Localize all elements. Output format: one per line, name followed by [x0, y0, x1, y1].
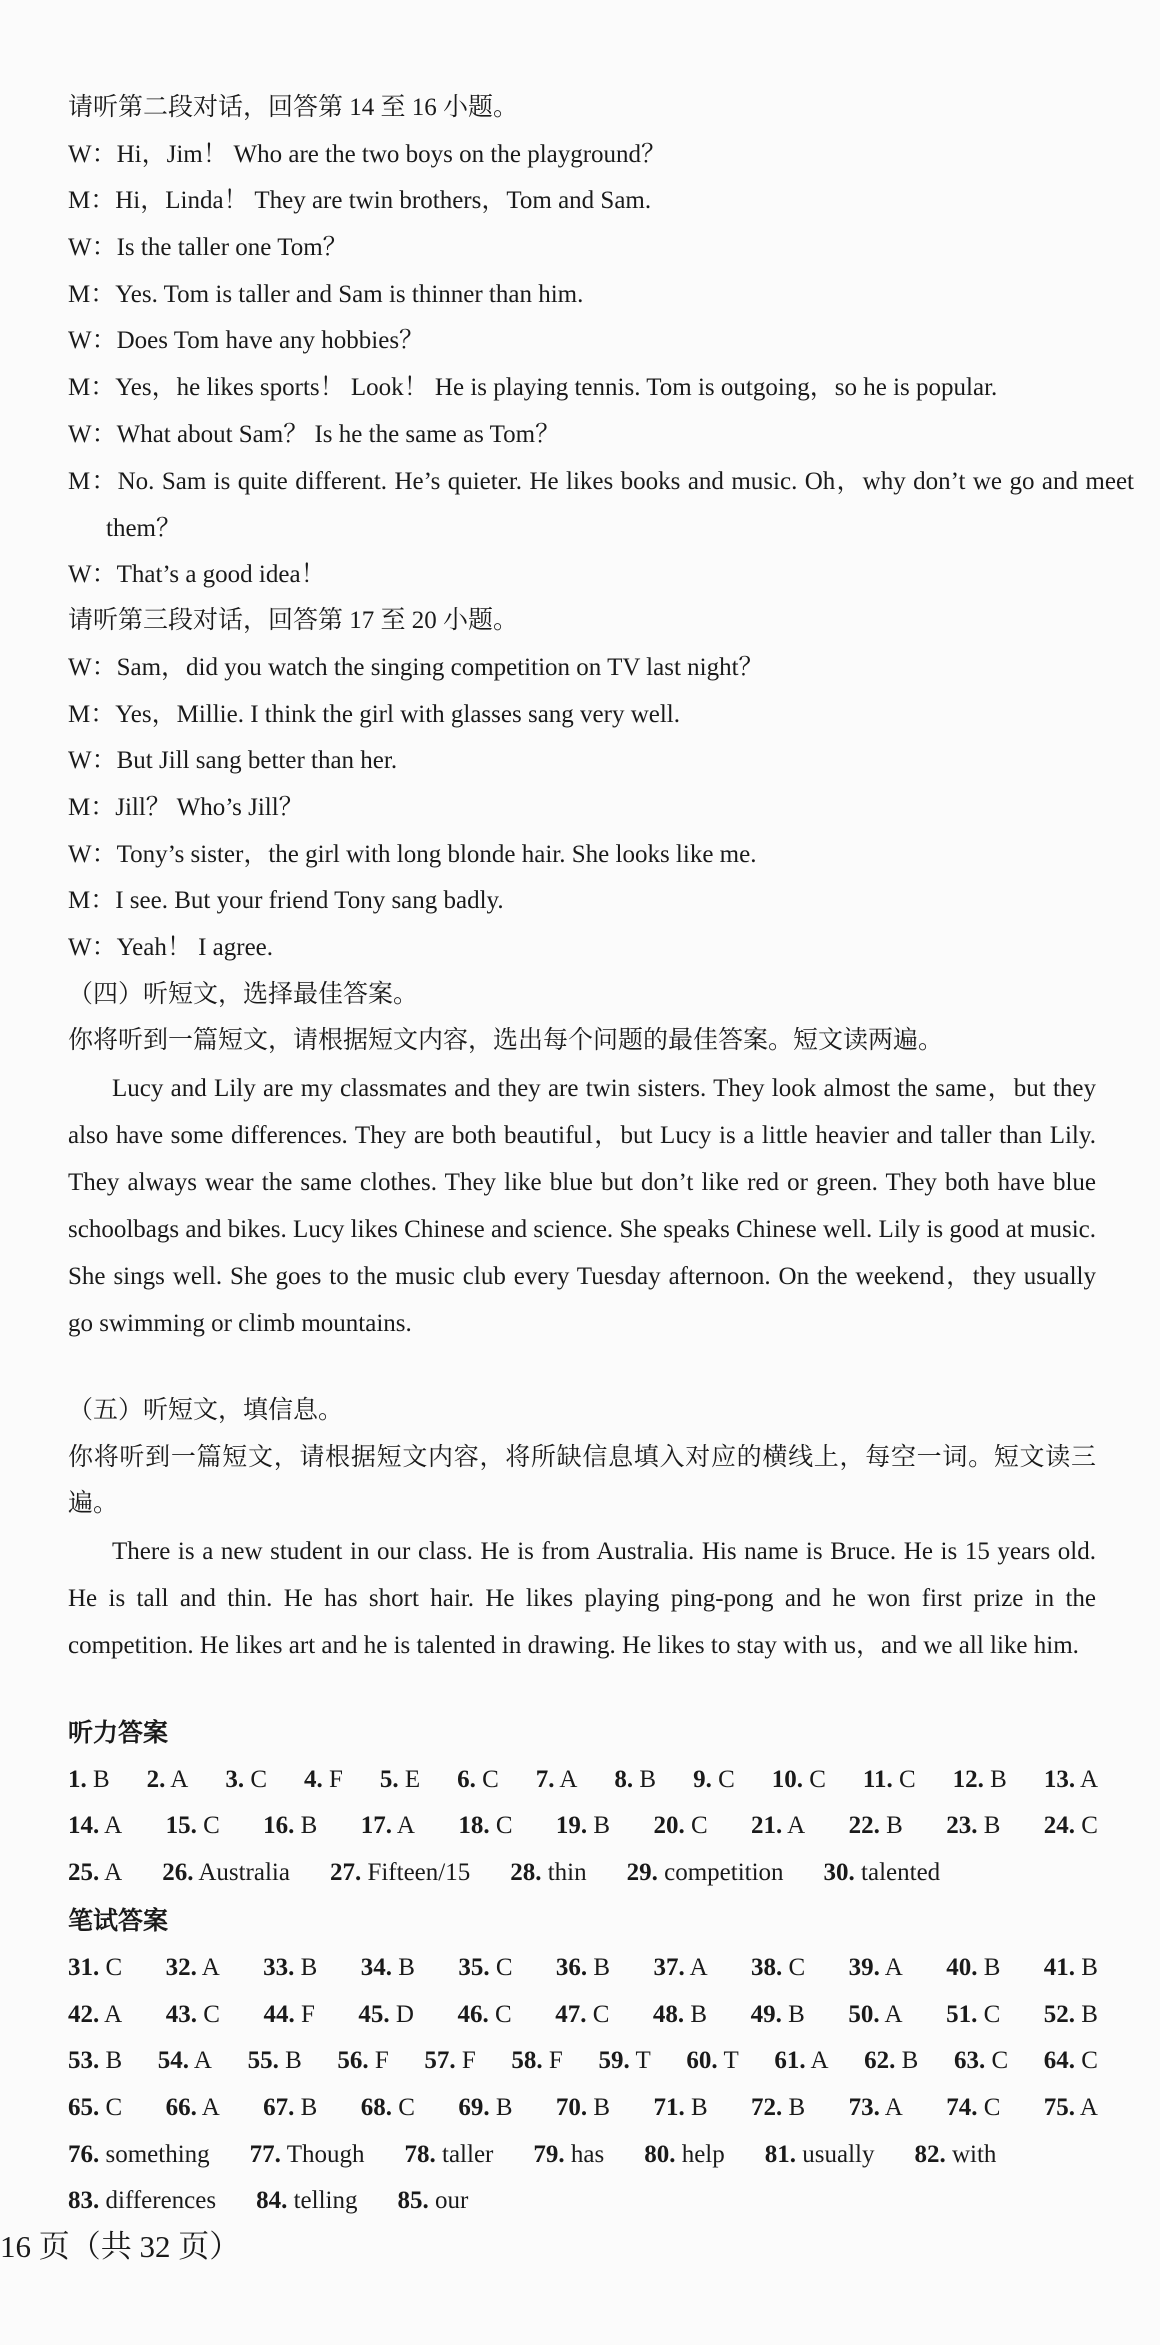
- answer-value: taller: [442, 2141, 494, 2168]
- answer-value: A: [1079, 1766, 1098, 1793]
- answer-item: [361, 1808, 415, 1844]
- answer-value: B: [300, 2094, 318, 2121]
- answer-number: 5.: [379, 1766, 399, 1793]
- answer-value: A: [559, 1766, 578, 1793]
- answer-item: [1044, 2043, 1098, 2079]
- answer-item: [225, 1762, 267, 1798]
- answer-value: C: [203, 2001, 220, 2028]
- dialog2-line: M：No. Sam is quite different. He’s quieter. He likes books and music. Oh，why don’t we go and meet them？: [68, 468, 1134, 542]
- answer-value: usually: [802, 2141, 875, 2168]
- answer-number: 59.: [598, 2047, 630, 2074]
- answer-number: 84.: [256, 2187, 288, 2214]
- answer-number: 44.: [263, 2001, 295, 2028]
- answer-value: help: [681, 2141, 725, 2168]
- answer-value: C: [105, 1954, 123, 1981]
- answer-item: [914, 2137, 996, 2173]
- answer-item: [653, 1950, 707, 1986]
- answer-value: B: [1081, 2001, 1098, 2028]
- answer-number: 49.: [750, 2001, 782, 2028]
- dialog2-line: M：Yes，he likes sports！ Look！ He is playing tennis. Tom is outgoing，so he is popular.: [68, 374, 998, 401]
- dialog3-line: W：Yeah！ I agree.: [68, 934, 274, 961]
- answer-item: [849, 2090, 903, 2126]
- answer-value: C: [495, 1954, 513, 1981]
- section4-title: （四）听短文，选择最佳答案。: [68, 981, 419, 1008]
- answer-number: 28.: [510, 1859, 542, 1886]
- answer-number: 43.: [165, 2001, 197, 2028]
- answer-value: A: [104, 1859, 123, 1886]
- answer-number: 25.: [68, 1859, 100, 1886]
- answer-number: 37.: [653, 1954, 685, 1981]
- section5-title: （五）听短文，填信息。: [68, 1397, 344, 1424]
- answer-value: B: [690, 2001, 708, 2028]
- answer-value: A: [170, 1766, 189, 1793]
- answer-value: A: [104, 1812, 123, 1839]
- answer-item: [556, 1808, 610, 1844]
- answer-number: 22.: [848, 1812, 880, 1839]
- answer-row: [68, 2183, 1098, 2219]
- answer-number: 66.: [165, 2094, 197, 2121]
- answer-number: 19.: [555, 1812, 588, 1839]
- answer-number: 12.: [952, 1766, 984, 1793]
- answer-item: [263, 1808, 317, 1844]
- answer-value: C: [482, 1766, 499, 1793]
- answer-item: [457, 1762, 499, 1798]
- answer-number: 48.: [652, 2001, 685, 2028]
- answer-value: A: [884, 1954, 903, 1981]
- answer-number: 55.: [247, 2047, 279, 2074]
- answer-item: [68, 2090, 122, 2126]
- answer-item: [457, 1997, 511, 2033]
- answer-value: B: [93, 1766, 110, 1793]
- answer-value: Australia: [198, 1859, 290, 1886]
- answer-value: F: [374, 2047, 389, 2074]
- answer-value: A: [884, 2001, 903, 2028]
- answer-item: [765, 2137, 875, 2173]
- answer-number: 9.: [693, 1766, 712, 1793]
- answer-row: [68, 1808, 1098, 1844]
- answer-number: 74.: [946, 2094, 978, 2121]
- answer-item: [361, 1950, 415, 1986]
- answer-item: [263, 1997, 314, 2033]
- answer-number: 47.: [555, 2001, 587, 2028]
- answer-value: B: [901, 2047, 919, 2074]
- answer-number: 54.: [157, 2047, 190, 2074]
- answer-item: [946, 1808, 1000, 1844]
- dialog2-line: M：Yes. Tom is taller and Sam is thinner than him.: [68, 281, 584, 308]
- answer-item: [68, 1855, 122, 1891]
- answer-item: [361, 2090, 415, 2126]
- answer-value: A: [201, 1954, 220, 1981]
- answer-value: C: [250, 1766, 267, 1793]
- dialog2-line: W：What about Sam？ Is he the same as Tom？: [68, 421, 561, 448]
- listening-answers-heading: 听力答案: [68, 1718, 169, 1747]
- answer-number: 71.: [653, 2094, 685, 2121]
- answer-number: 61.: [774, 2047, 806, 2074]
- answer-item: [751, 1808, 805, 1844]
- dialog2-intro: 请听第二段对话，回答第 14 至 16 小题。: [68, 94, 519, 121]
- answer-row: [68, 1950, 1098, 1986]
- answer-number: 39.: [848, 1954, 880, 1981]
- answer-value: C: [899, 1766, 916, 1793]
- answer-value: C: [991, 2047, 1009, 2074]
- answer-item: [458, 1950, 512, 1986]
- answer-item: [751, 1997, 805, 2033]
- answer-number: 27.: [329, 1859, 362, 1886]
- answer-value: C: [788, 1954, 806, 1981]
- answer-number: 13.: [1043, 1766, 1076, 1793]
- answer-number: 3.: [225, 1766, 245, 1793]
- answer-number: 4.: [303, 1766, 323, 1793]
- answer-number: 80.: [644, 2141, 676, 2168]
- dialog2-line: M：Hi，Linda！ They are twin brothers，Tom and Sam.: [68, 187, 652, 214]
- answer-number: 45.: [358, 2001, 390, 2028]
- answer-value: B: [886, 1812, 903, 1839]
- answer-item: [536, 1762, 578, 1798]
- answer-item: [686, 2043, 738, 2079]
- answer-item: [458, 1808, 512, 1844]
- answer-number: 72.: [751, 2094, 783, 2121]
- answer-row: [68, 2043, 1098, 2079]
- answer-number: 8.: [614, 1766, 634, 1793]
- answer-value: F: [461, 2047, 476, 2074]
- answer-number: 78.: [404, 2141, 436, 2168]
- answer-value: F: [548, 2047, 563, 2074]
- answer-value: Though: [286, 2141, 365, 2168]
- answer-value: F: [328, 1766, 343, 1793]
- answer-value: C: [105, 2094, 123, 2121]
- answer-item: [751, 1950, 805, 1986]
- answer-number: 56.: [337, 2047, 369, 2074]
- answer-item: [946, 1997, 1000, 2033]
- answer-value: competition: [664, 1859, 784, 1886]
- answer-item: [556, 2090, 610, 2126]
- answer-number: 50.: [848, 2001, 880, 2028]
- answer-value: B: [300, 1954, 318, 1981]
- answer-item: [863, 1762, 916, 1798]
- answer-number: 14.: [68, 1812, 100, 1839]
- answer-value: A: [787, 1812, 806, 1839]
- answer-value: our: [434, 2187, 469, 2214]
- answer-value: C: [494, 2001, 512, 2028]
- answer-value: talented: [861, 1859, 941, 1886]
- answer-item: [946, 2090, 1000, 2126]
- answer-number: 57.: [424, 2047, 456, 2074]
- answer-number: 85.: [397, 2187, 429, 2214]
- answer-item: [824, 1855, 941, 1891]
- answer-item: [511, 2043, 562, 2079]
- answer-number: 73.: [848, 2094, 880, 2121]
- answer-item: [774, 2043, 828, 2079]
- answer-value: B: [788, 2001, 805, 2028]
- answer-item: [946, 1950, 1000, 1986]
- answer-value: A: [689, 1954, 708, 1981]
- answer-value: B: [639, 1766, 657, 1793]
- answer-row: [68, 1997, 1098, 2033]
- answer-item: [627, 1855, 784, 1891]
- answer-value: B: [990, 1766, 1007, 1793]
- answer-number: 26.: [162, 1859, 194, 1886]
- answer-value: C: [983, 2001, 1001, 2028]
- answer-value: differences: [105, 2187, 217, 2214]
- answer-number: 29.: [626, 1859, 658, 1886]
- answer-item: [304, 1762, 343, 1798]
- dialog3-line: M：Jill？ Who’s Jill？: [68, 794, 304, 821]
- answer-number: 2.: [146, 1766, 166, 1793]
- section5-instruction: 你将听到一篇短文，请根据短文内容，将所缺信息填入对应的横线上，每空一词。短文读三遍。: [68, 1444, 1096, 1517]
- answer-value: has: [570, 2141, 605, 2168]
- answer-number: 75.: [1043, 2094, 1076, 2121]
- answer-value: A: [1079, 2094, 1098, 2121]
- answer-number: 35.: [458, 1954, 490, 1981]
- answer-number: 16.: [263, 1812, 295, 1839]
- dialog2-line: W：Is the taller one Tom？: [68, 234, 348, 261]
- answer-number: 82.: [914, 2141, 946, 2168]
- answer-item: [1044, 1997, 1098, 2033]
- answer-value: C: [203, 1812, 220, 1839]
- answer-value: E: [404, 1766, 421, 1793]
- answer-number: 58.: [511, 2047, 543, 2074]
- answer-value: B: [398, 1954, 415, 1981]
- answer-value: C: [1081, 1812, 1098, 1839]
- answer-item: [653, 1808, 707, 1844]
- answer-item: [263, 1950, 317, 1986]
- answer-number: 67.: [263, 2094, 295, 2121]
- answer-value: D: [395, 2001, 414, 2028]
- answer-item: [166, 1950, 220, 1986]
- answer-value: B: [300, 1812, 318, 1839]
- answer-item: [598, 2043, 650, 2079]
- answer-row: [68, 1855, 1098, 1891]
- answer-number: 30.: [823, 1859, 855, 1886]
- answer-value: A: [104, 2001, 123, 2028]
- answer-item: [166, 2090, 220, 2126]
- answer-item: [424, 2043, 475, 2079]
- answer-number: 64.: [1043, 2047, 1075, 2074]
- answer-item: [953, 1762, 1007, 1798]
- answer-value: B: [495, 2094, 513, 2121]
- answer-item: [693, 1762, 735, 1798]
- answer-number: 69.: [458, 2094, 490, 2121]
- answer-number: 18.: [458, 1812, 490, 1839]
- dialog3-intro: 请听第三段对话，回答第 17 至 20 小题。: [68, 607, 519, 634]
- answer-item: [751, 2090, 805, 2126]
- page-footer: 16 页（共 32 页）: [0, 2229, 241, 2264]
- answer-number: 1.: [68, 1766, 87, 1793]
- section5-passage: There is a new student in our class. He is from Australia. His name is Bruce. He is 15 years old. He is tall and thin. He has short hair. He likes playing ping-pong and he won first prize in the competition. He likes art and he is talented in drawing. He likes to stay with us，and we all like him.: [68, 1538, 1096, 1659]
- answer-number: 17.: [360, 1812, 392, 1839]
- answer-item: [848, 1997, 902, 2033]
- answer-item: [330, 1855, 470, 1891]
- answer-number: 42.: [68, 2001, 100, 2028]
- answer-number: 33.: [263, 1954, 295, 1981]
- answer-item: [68, 1997, 122, 2033]
- answer-value: C: [718, 1766, 735, 1793]
- answer-row: [68, 1762, 1098, 1798]
- answer-item: [263, 2090, 317, 2126]
- section4-passage: Lucy and Lily are my classmates and they are twin sisters. They look almost the same，but they also have some differences. They are both beautiful，but Lucy is a little heavier and taller than Lily. They always wear the same clothes. They like blue but don’t like red or green. They both have blue schoolbags and bikes. Lucy likes Chinese and science. She speaks Chinese well. Lily is good at music. She sings well. She goes to the music club every Tuesday afternoon. On the weekend，they usually go swimming or climb mountains.: [68, 1075, 1096, 1337]
- answer-value: C: [495, 1812, 513, 1839]
- answer-value: A: [810, 2047, 829, 2074]
- answer-value: B: [593, 1812, 611, 1839]
- answer-number: 7.: [535, 1766, 555, 1793]
- answer-item: [358, 1997, 414, 2033]
- answer-item: [954, 2043, 1008, 2079]
- answer-number: 53.: [68, 2047, 100, 2074]
- answer-value: B: [593, 1954, 611, 1981]
- dialog2-line: W：That’s a good idea！: [68, 561, 326, 588]
- answer-row: [68, 2090, 1098, 2126]
- answer-value: thin: [547, 1859, 587, 1886]
- answer-value: B: [788, 2094, 806, 2121]
- dialog3-line: M：Yes，Millie. I think the girl with glasses sang very well.: [68, 701, 680, 728]
- answer-row: [68, 2137, 1098, 2173]
- answer-number: 34.: [360, 1954, 392, 1981]
- answer-value: C: [1081, 2047, 1098, 2074]
- answer-item: [653, 1997, 707, 2033]
- answer-item: [166, 1808, 220, 1844]
- answer-item: [397, 2183, 468, 2219]
- answer-number: 46.: [457, 2001, 489, 2028]
- dialog3-line: M：I see. But your friend Tony sang badly.: [68, 887, 504, 914]
- dialog2-line: W：Hi，Jim！ Who are the two boys on the playground？: [68, 141, 667, 168]
- answer-item: [68, 2043, 122, 2079]
- answer-item: [644, 2137, 725, 2173]
- answer-value: B: [983, 1812, 1001, 1839]
- answer-value: F: [300, 2001, 315, 2028]
- dialog3-line: W：But Jill sang better than her.: [68, 747, 398, 774]
- answer-item: [458, 2090, 512, 2126]
- answer-item: [849, 1808, 903, 1844]
- answer-value: B: [285, 2047, 302, 2074]
- answer-number: 63.: [953, 2047, 986, 2074]
- answer-value: A: [396, 1812, 415, 1839]
- answer-value: C: [983, 2094, 1001, 2121]
- dialog3-line: W：Tony’s sister，the girl with long blonde hair. She looks like me.: [68, 841, 757, 868]
- answer-number: 40.: [946, 1954, 978, 1981]
- answer-number: 70.: [555, 2094, 588, 2121]
- answer-number: 60.: [686, 2047, 718, 2074]
- section4-instruction: 你将听到一篇短文，请根据短文内容，选出每个问题的最佳答案。短文读两遍。: [68, 1027, 944, 1054]
- answer-number: 24.: [1043, 1812, 1076, 1839]
- answer-number: 38.: [751, 1954, 783, 1981]
- answer-value: C: [690, 1812, 708, 1839]
- answer-number: 10.: [771, 1766, 803, 1793]
- answer-item: [162, 1855, 290, 1891]
- answer-number: 77.: [249, 2141, 281, 2168]
- answer-value: A: [201, 2094, 220, 2121]
- answer-item: [68, 1762, 110, 1798]
- answer-number: 62.: [864, 2047, 896, 2074]
- answer-number: 20.: [653, 1812, 685, 1839]
- answer-value: with: [951, 2141, 997, 2168]
- answer-number: 68.: [360, 2094, 392, 2121]
- answer-number: 32.: [165, 1954, 197, 1981]
- answer-item: [510, 1855, 586, 1891]
- answer-number: 65.: [68, 2094, 100, 2121]
- answer-item: [337, 2043, 388, 2079]
- written-answers-heading: 笔试答案: [68, 1906, 169, 1935]
- dialog2-line: W：Does Tom have any hobbies？: [68, 327, 425, 354]
- answer-item: [68, 2183, 216, 2219]
- answer-item: [614, 1762, 656, 1798]
- answer-number: 21.: [751, 1812, 783, 1839]
- answer-value: telling: [293, 2187, 358, 2214]
- answer-item: [68, 1808, 122, 1844]
- answer-item: [380, 1762, 420, 1798]
- answer-value: Fifteen/15: [367, 1859, 471, 1886]
- answer-item: [555, 1997, 609, 2033]
- answer-item: [250, 2137, 365, 2173]
- answer-item: [256, 2183, 357, 2219]
- answer-item: [533, 2137, 604, 2173]
- answer-number: 6.: [457, 1766, 476, 1793]
- answer-item: [68, 2137, 210, 2173]
- answer-number: 52.: [1043, 2001, 1076, 2028]
- answer-value: B: [105, 2047, 123, 2074]
- answer-item: [1044, 1808, 1098, 1844]
- answer-number: 41.: [1043, 1954, 1076, 1981]
- answer-item: [849, 1950, 903, 1986]
- answer-number: 23.: [946, 1812, 978, 1839]
- answer-number: 31.: [68, 1954, 100, 1981]
- answer-value: C: [398, 2094, 415, 2121]
- answer-value: C: [592, 2001, 610, 2028]
- answer-number: 83.: [68, 2187, 100, 2214]
- answer-item: [248, 2043, 302, 2079]
- answer-item: [864, 2043, 918, 2079]
- answer-number: 51.: [946, 2001, 978, 2028]
- answer-item: [166, 1997, 220, 2033]
- answer-item: [772, 1762, 826, 1798]
- answer-value: B: [593, 2094, 611, 2121]
- answer-number: 76.: [68, 2141, 100, 2168]
- answer-number: 79.: [533, 2141, 565, 2168]
- answer-item: [653, 2090, 707, 2126]
- answer-item: [68, 1950, 122, 1986]
- answer-value: T: [635, 2047, 651, 2074]
- answer-value: A: [884, 2094, 903, 2121]
- answer-number: 15.: [165, 1812, 197, 1839]
- answer-value: something: [105, 2141, 210, 2168]
- answer-number: 36.: [555, 1954, 588, 1981]
- answer-number: 11.: [862, 1766, 893, 1793]
- answer-item: [1044, 1762, 1098, 1798]
- dialog3-line: W：Sam，did you watch the singing competition on TV last night？: [68, 654, 764, 681]
- answer-item: [556, 1950, 610, 1986]
- answer-value: B: [1081, 1954, 1098, 1981]
- answer-value: C: [809, 1766, 826, 1793]
- answer-value: T: [723, 2047, 739, 2074]
- answer-value: A: [193, 2047, 212, 2074]
- answer-item: [1044, 2090, 1098, 2126]
- answer-item: [158, 2043, 212, 2079]
- answer-value: B: [690, 2094, 708, 2121]
- answer-value: B: [983, 1954, 1001, 1981]
- answer-item: [405, 2137, 494, 2173]
- answer-number: 81.: [764, 2141, 796, 2168]
- answer-item: [147, 1762, 189, 1798]
- answer-item: [1044, 1950, 1098, 1986]
